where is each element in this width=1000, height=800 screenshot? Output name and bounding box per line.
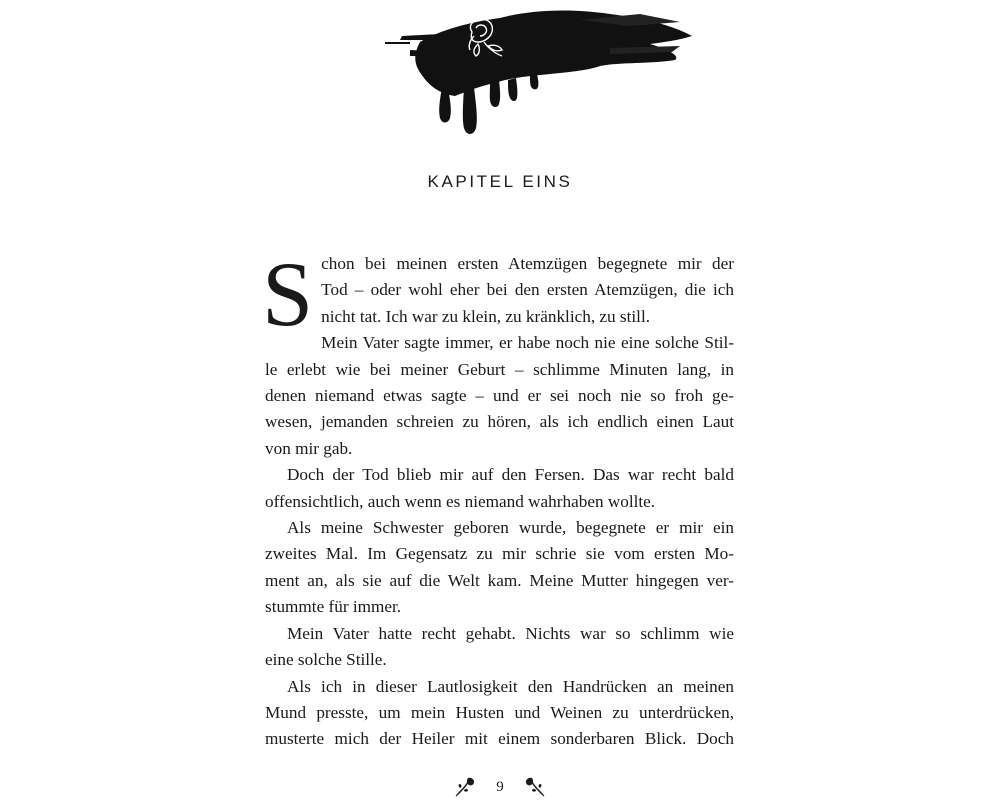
text-line: Mein Vater sagte immer, er habe noch nie eine solche Stil- [321,333,734,353]
text-line: Als meine Schwester geboren wurde, begegnete er mir ein [287,518,734,538]
chapter-title: KAPITEL EINS [427,172,573,191]
paragraph [265,330,734,462]
text-line: wesen, jemanden schreien zu hören, als ich endlich einen Laut [265,412,734,432]
text-line: Als ich in dieser Lautlosigkeit den Handrücken an meinen [287,676,734,696]
rose-icon [522,776,546,798]
paragraph [265,621,734,674]
drop-cap: S [262,243,314,345]
chapter-body [262,243,734,753]
text-line: Tod – oder wohl eher bei den ersten Atemzügen, die ich [321,280,734,300]
text-line: musterte mich der Heiler mit einem sonderbaren Blick. Doch [265,729,734,749]
paragraph [265,462,734,515]
text-line: stummte für immer. [265,597,402,617]
page-number: 9 [496,778,504,795]
text-line: chon bei meinen ersten Atemzügen begegnete mir der [321,254,734,273]
text-line: denen niemand etwas sagte – und er sei noch nie so froh ge- [265,386,734,406]
text-line: von mir gab. [265,438,353,458]
paragraph [265,674,734,753]
text-line: le erlebt wie bei meiner Geburt – schlimme Minuten lang, in [265,359,734,379]
ink-splash-ornament [380,0,700,140]
text-line: Doch der Tod blieb mir auf den Fersen. Das war recht bald [287,465,734,485]
page-footer [0,776,1000,800]
text-line: zweites Mal. Im Gegensatz zu mir schrie sie vom ersten Mo- [265,544,734,564]
text-line: Mein Vater hatte recht gehabt. Nichts war so schlimm wie [287,623,734,643]
rose-icon [454,776,478,798]
text-line: ment an, als sie auf die Welt kam. Meine Mutter hingegen ver- [265,570,734,590]
text-line: Mund presste, um mein Husten und Weinen zu unterdrücken, [265,702,734,722]
text-line: offensichtlich, auch wenn es niemand wahrhaben wollte. [265,491,656,511]
text-line: nicht tat. Ich war zu klein, zu kränklich, zu still. [321,306,651,326]
text-line: eine solche Stille. [265,650,387,670]
paragraph [265,515,734,621]
